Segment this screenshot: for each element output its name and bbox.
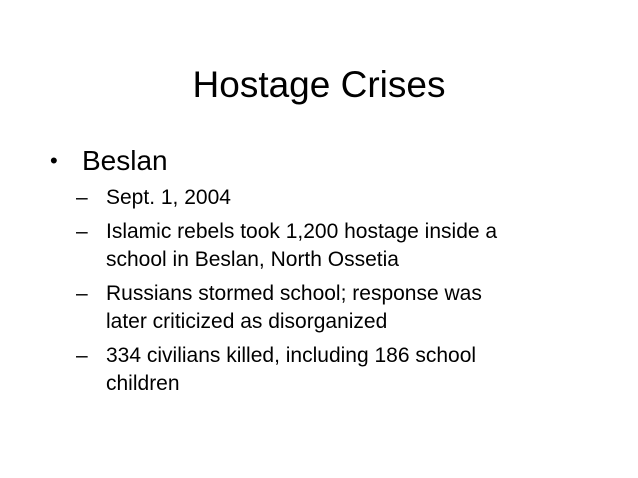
sub-bullet-line: later criticized as disorganized — [106, 310, 388, 333]
sub-bullet-line: Islamic rebels took 1,200 hostage inside a — [106, 220, 498, 243]
dash-marker: – — [76, 186, 88, 209]
sub-bullet-casualties — [76, 342, 616, 398]
dash-marker: – — [76, 282, 88, 305]
sub-bullet-line: school in Beslan, North Ossetia — [106, 248, 399, 271]
sub-bullet-hostages — [76, 218, 616, 274]
sub-bullet-list — [76, 184, 616, 404]
bullet-marker: • — [50, 148, 58, 173]
sub-bullet-line: Sept. 1, 2004 — [106, 186, 231, 209]
sub-bullet-date — [76, 184, 616, 212]
dash-marker: – — [76, 220, 88, 243]
sub-bullet-line: Russians stormed school; response was — [106, 282, 482, 305]
dash-marker: – — [76, 344, 88, 367]
sub-bullet-storming — [76, 280, 616, 336]
bullet-text: Beslan — [82, 145, 168, 176]
sub-bullet-line: children — [106, 372, 180, 395]
sub-bullet-line: 334 civilians killed, including 186 school — [106, 344, 477, 367]
slide-title: Hostage Crises — [192, 64, 446, 105]
